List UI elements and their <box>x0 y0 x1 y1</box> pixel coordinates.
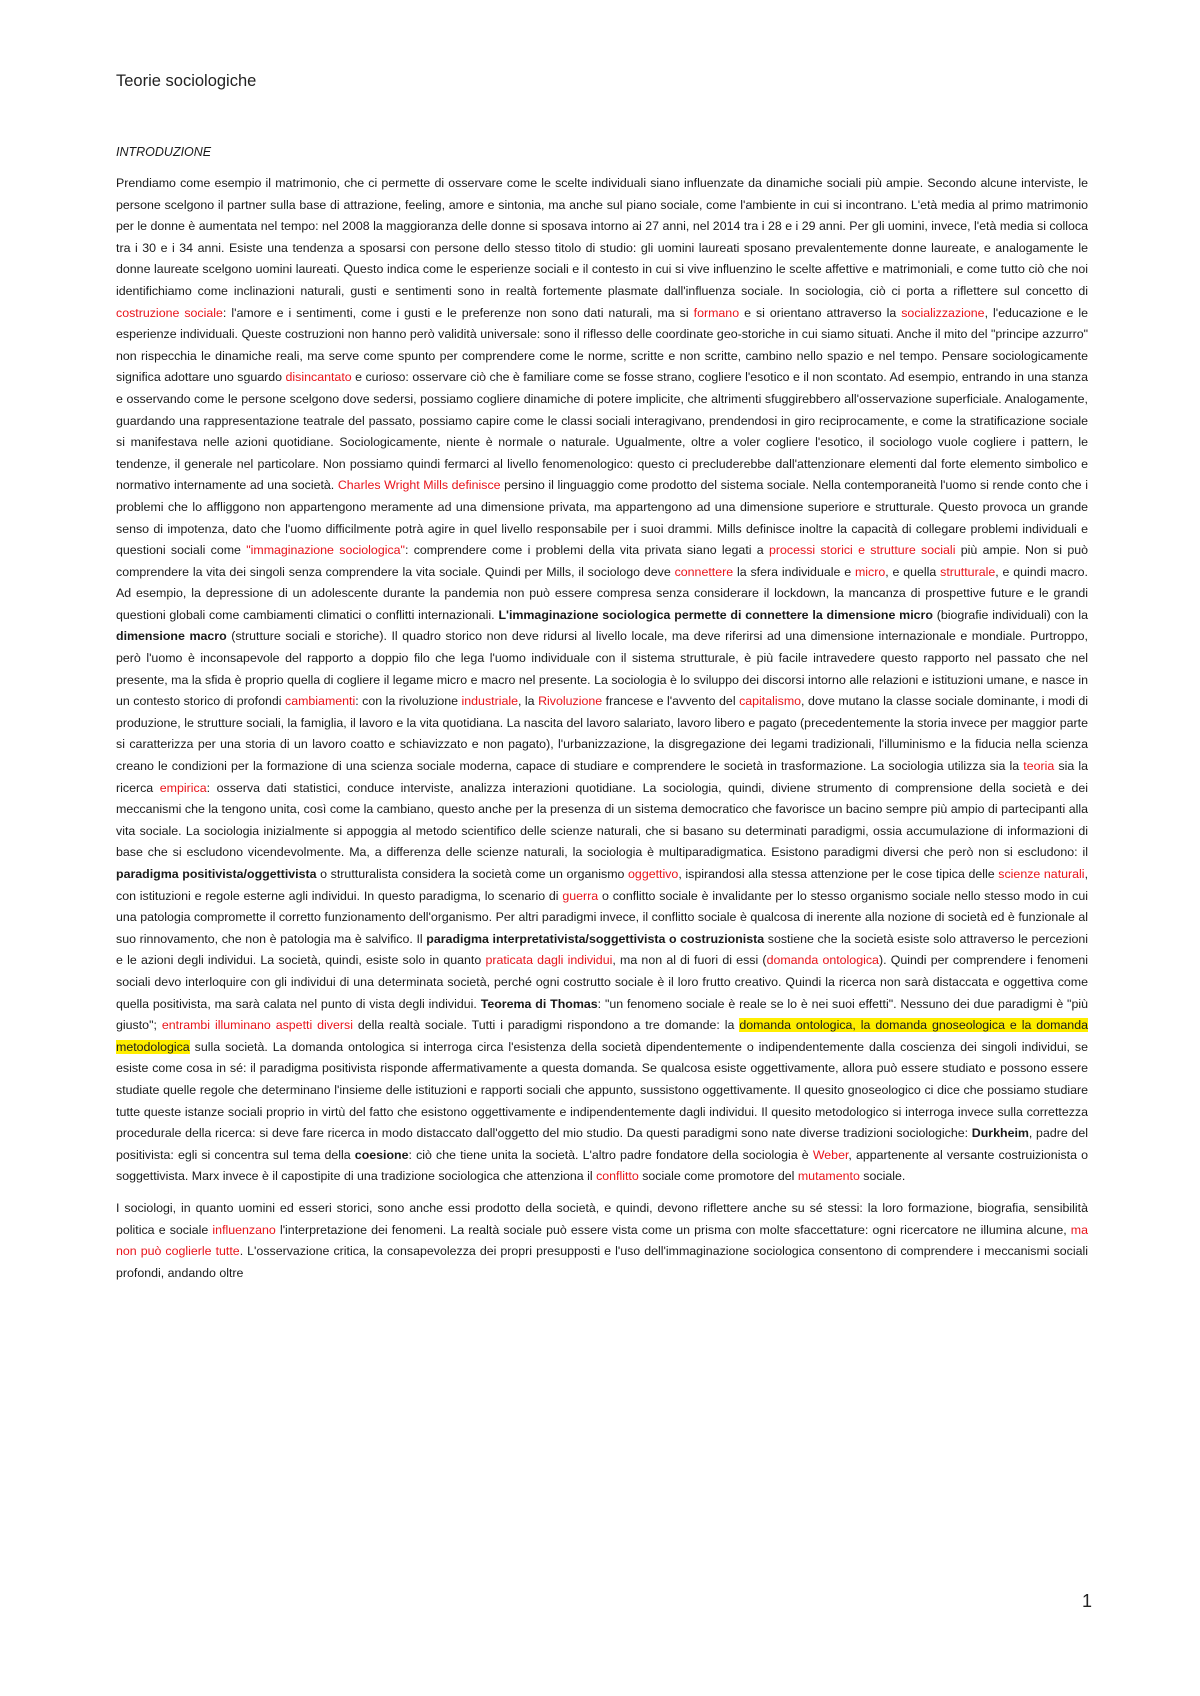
red-term: "immaginazione sociologica" <box>246 543 405 558</box>
document-header-title: Teorie sociologiche <box>116 72 257 90</box>
text-run: della realtà sociale. Tutti i paradigmi rispondono a tre domande: la <box>352 1018 740 1033</box>
text-run: , e quella <box>885 564 941 579</box>
red-term: processi storici e strutture sociali <box>769 543 956 558</box>
text-run: sociale. <box>859 1169 906 1184</box>
page-number: 1 <box>1081 1591 1092 1611</box>
text-run: : "un fenomeno sociale è reale se lo è nei suoi effetti". Nessuno dei due paradigmi è "più giusto"; <box>116 996 1088 1033</box>
red-term: connettere <box>674 564 734 579</box>
text-run: , e quindi macro. Ad esempio, la depressione di un adolescente durante la pandemia non può essere compresa senza considerare il lockdown, la mancanza di prospettive future e le grandi questioni globali come cambiamenti climatici o conflitti internazionali. <box>116 564 1088 622</box>
text-run: sostiene che la società esiste solo attraverso le percezioni e le azioni degli individui. La società, quindi, esiste solo in quanto <box>116 931 1088 968</box>
red-term: entrambi illuminano aspetti diversi <box>161 1018 353 1033</box>
red-term: disincantato <box>285 370 352 385</box>
text-run: o strutturalista considera la società come un organismo <box>316 867 629 881</box>
red-term: strutturale <box>940 564 996 579</box>
red-term: oggettivo <box>628 867 679 881</box>
text-run: , ispirandosi alla stessa attenzione per le cose tipica delle <box>678 867 999 881</box>
text-run: : ciò che tiene unita la società. L'altro padre fondatore della sociologia è <box>408 1147 813 1162</box>
text-run: persino il linguaggio come prodotto del sistema sociale. Nella contemporaneità l'uomo si rende conto che i problemi che lo affliggono non appartengono meramente ad una dimensione privata, ma appartengono ad una dimensione superiore e strutturale. Questo provoca un grande senso di impotenza, dato che l'uomo difficilmente potrà agire in quel livello responsabile per i suoi drammi. Mills definisce inoltre la capacità di collegare problemi individuali e questioni sociali come <box>116 478 1088 558</box>
text-run: e curioso: osservare ciò che è familiare come se fosse strano, cogliere l'esotico e il non scontato. Ad esempio, entrando in una stanza e osservando come le persone scelgono dove sedersi, possiamo cogliere dinamiche di potere implicite, che altrimenti sfuggirebbero all'osservazione superficiale. Analogamente, guardando una rappresentazione teatrale del passato, possiamo capire come le classi sociali interagivano, prendendosi in giro reciprocamente, e come la stratificazione sociale si manifestava nelle azioni quotidiane. Sociologicamente, niente è normale o naturale. Ugualmente, oltre a voler cogliere l'esotico, il sociologo vuole cogliere i pattern, le tendenze, il generale nel particolare. Non possiamo quindi fermarci al livello fenomenologico: questo ci precluderebbe dall'attenzionare elementi dal forte elemento simbolico e normativo internamente ad una società. <box>116 370 1088 493</box>
text-run: più ampie. Non si può comprendere la vita dei singoli senza comprendere la vita sociale. Quindi per Mills, il sociologo deve <box>116 543 1089 579</box>
red-term: socializzazione <box>901 305 985 320</box>
red-term: Weber <box>812 1147 849 1162</box>
bold-term: Durkheim <box>971 1126 1029 1141</box>
text-run: , padre del positivista: egli si concentra sul tema della <box>116 1126 1088 1162</box>
text-run: sulla società. La domanda ontologica si interroga circa l'esistenza della società dipendentemente o indipendentemente dalla coscienza dei singoli individui, se esiste come cosa in sé: il paradigma positivista risponde affermativamente a questa domanda. Se qualcosa esiste oggettivamente, allora può essere studiato e possono essere studiate quelle regole che determinano l'insieme delle istituzioni e rapporti sociali che appunto, sussistono oggettivamente. Il quesito gnoseologico ci dice che possiamo studiare tutte queste istanze sociali proprio in virtù del fatto che esistono oggettivamente e indipendentemente dagli individui. Il quesito metodologico si interroga invece sulla correttezza procedurale della ricerca: si deve fare ricerca in modo distaccato dall'oggetto del mio studio. Da questi paradigmi sono nate diverse tradizioni sociologiche: <box>116 1039 1088 1141</box>
text-run: l'interpretazione dei fenomeni. La realtà sociale può essere vista come un prisma con molte sfaccettature: ogni ricercatore ne illumina alcune, <box>275 1222 1071 1237</box>
bold-term: paradigma interpretativista/soggettivista o costruzionista <box>426 931 765 946</box>
paragraph-2 <box>116 1198 1088 1284</box>
text-run: Prendiamo come esempio il matrimonio, che ci permette di osservare come le scelte individuali siano influenzate da dinamiche sociali più ampie. Secondo alcune interviste, le persone scelgono il partner sulla base di attrazione, feeling, amore e sintonia, ma anche sul piano sociale, come l'ambiente in cui si incontrano. L'età media al primo matrimonio per le donne è aumentata nel tempo: nel 2008 la maggioranza delle donne si sposava intorno ai 27 anni, nel 2014 tra i 28 e i 29 anni. Per gli uomini, invece, l'età media si colloca tra i 30 e i 34 anni. Esiste una tendenza a sposarsi con persone dello stesso titolo di studio: gli uomini laureati sposano prevalentemente donne laureate, e analogamente le donne laureate scelgono uomini laureati. Questo indica come le esperienze sociali e il contesto in cui si vive influenzino le scelte affettive e matrimoniali, e come tutto ciò che noi identifichiamo come inclinazioni naturali, gusti e sentimenti sono in realtà fortemente plasmate dall'influenza sociale. In sociologia, ciò ci porta a riflettere sul concetto di <box>116 176 1088 298</box>
text-run: , ma non al di fuori di essi ( <box>612 953 767 968</box>
text-run: , la <box>518 694 539 709</box>
red-term: Charles Wright Mills definisce <box>337 478 501 493</box>
bold-term: L'immaginazione sociologica permette di connettere la dimensione micro <box>498 607 933 622</box>
text-run: (strutture sociali e storiche). Il quadro storico non deve ridursi al livello locale, ma deve riferirsi ad una dimensione internazionale e mondiale. Purtroppo, però l'uomo è inconsapevole del rapporto a doppio filo che lega l'uomo individuale con il sistema strutturale, è più facile intravedere questo rapporto nel passato che nel presente, ma la sfida è proprio quella di cogliere il legame micro e macro nel presente. La sociologia è lo sviluppo dei discorsi intorno alle relazioni e istituzioni umane, e nasce in un contesto storico di profondi <box>116 629 1088 709</box>
text-run: : osserva dati statistici, conduce interviste, analizza interazioni quotidiane. La sociologia, quindi, diviene strumento di comprensione della società e dei meccanismi che la tengono unita, così come la cambiano, questo anche per la presenza di un sistema democratico che favorisce un bacino sempre più ampio di partecipanti alla vita sociale. La sociologia inizialmente si appoggia al metodo scientifico delle scienze naturali, che si basano su determinati paradigmi, ossia accumulazione di informazioni di base che si escludono vicendevolmente. Ma, a differenza delle scienze naturali, la sociologia è multiparadigmatica. Esistono paradigmi diversi che però non si escludono: il <box>116 780 1088 860</box>
red-term: cambiamenti <box>285 694 356 709</box>
red-term: mutamento <box>797 1169 860 1184</box>
paragraph-1 <box>116 173 1088 1188</box>
text-run: sia la ricerca <box>116 759 1089 795</box>
text-run: francese e l'avvento del <box>602 694 740 709</box>
document-body <box>116 145 1088 1284</box>
red-term: scienze naturali <box>998 867 1085 881</box>
red-term: praticata dagli individui <box>485 953 613 968</box>
text-run: : comprendere come i problemi della vita privata siano legati a <box>404 543 769 558</box>
red-term: teoria <box>1023 759 1055 774</box>
text-run: , dove mutano la classe sociale dominante, i modi di produzione, le strutture sociali, la famiglia, il lavoro e la vita quotidiana. La nascita del lavoro salariato, lavoro libero e pagato (precedentemente la storia invece per maggior parte si caratterizza per una storia di un lavoro coatto e schiavizzato e non pagato), l'urbanizzazione, la disgregazione dei legami tradizionali, l'illuminismo e la fiducia nella scienza creano le condizioni per la formazione di una scienza sociale moderna, capace di studiare e comprendere le società in trasformazione. La sociologia utilizza sia la <box>116 694 1088 774</box>
red-term: micro <box>854 564 886 579</box>
bold-term: paradigma positivista/oggettivista <box>116 867 317 881</box>
text-run: I sociologi, in quanto uomini ed esseri storici, sono anche essi prodotto della società, e quindi, devono riflettere anche su sé stessi: la loro formazione, biografia, sensibilità politica e sociale <box>116 1200 1088 1237</box>
bold-term: dimensione macro <box>116 629 227 644</box>
red-term: formano <box>693 305 740 320</box>
text-run: : con la rivoluzione <box>355 694 462 709</box>
bold-term: Teorema di Thomas <box>480 996 598 1011</box>
red-term: influenzano <box>212 1222 276 1237</box>
text-run: : l'amore e i sentimenti, come i gusti e le preferenze non sono dati naturali, ma si <box>222 305 694 320</box>
section-title: INTRODUZIONE <box>116 145 212 159</box>
text-run: (biografie individuali) con la <box>932 607 1088 622</box>
text-run: , con istituzioni e regole esterne agli individui. In questo paradigma, lo scenario di <box>116 867 1089 903</box>
text-run: sociale come promotore del <box>638 1169 798 1184</box>
red-term: capitalismo <box>739 694 802 709</box>
red-term: domanda ontologica <box>766 953 879 968</box>
text-run: ). Quindi per comprendere i fenomeni sociali devo interloquire con gli individui di una determinata società, perché ogni costrutto sociale è il loro frutto creativo. Quindi la ricerca non sarà distaccata e oggettiva come quella positivista, ma sarà calata nel punto di vista degli individui. <box>116 953 1089 1011</box>
text-run: , appartenente al versante costruizionista o soggettivista. Marx invece è il capostipite di una tradizione sociologica che attenziona il <box>116 1147 1088 1184</box>
red-term: costruzione sociale <box>116 305 223 320</box>
highlighted-text: domanda ontologica, la domanda gnoseologica e la domanda metodologica <box>116 1018 1088 1054</box>
text-run: e si orientano attraverso la <box>739 305 902 320</box>
red-term: industriale <box>461 694 518 709</box>
text-run: o conflitto sociale è invalidante per lo stesso organismo sociale nello stesso modo in cui una patologia compromette il corretto funzionamento dell'organismo. Per altri paradigmi invece, il conflitto sociale è qualcosa di inerente alla nozione di società ed è funzionale al suo rinnovamento, che non è patologia ma è salvifico. Il <box>116 888 1088 946</box>
text-run: . L'osservazione critica, la consapevolezza dei propri presupposti e l'uso dell'immaginazione sociologica consentono di comprendere i meccanismi sociali profondi, andando oltre <box>116 1244 1088 1280</box>
text-run: , l'educazione e le esperienze individuali. Queste costruzioni non hanno però validità universale: sono il riflesso delle coordinate geo-storiche in cui siamo situati. Anche il mito del "principe azzurro" non rispecchia le dinamiche reali, ma serve come spunto per comprendere come le norme, scritte e non scritte, cambino nello spazio e nel tempo. Pensare sociologicamente significa adottare uno sguardo <box>116 305 1089 385</box>
red-term: guerra <box>562 888 599 903</box>
red-term: ma non può coglierle tutte <box>116 1222 1089 1259</box>
red-term: empirica <box>159 780 207 795</box>
text-run: la sfera individuale e <box>733 564 855 579</box>
bold-term: coesione <box>354 1147 409 1162</box>
red-term: Rivoluzione <box>538 694 603 709</box>
red-term: conflitto <box>596 1169 639 1184</box>
